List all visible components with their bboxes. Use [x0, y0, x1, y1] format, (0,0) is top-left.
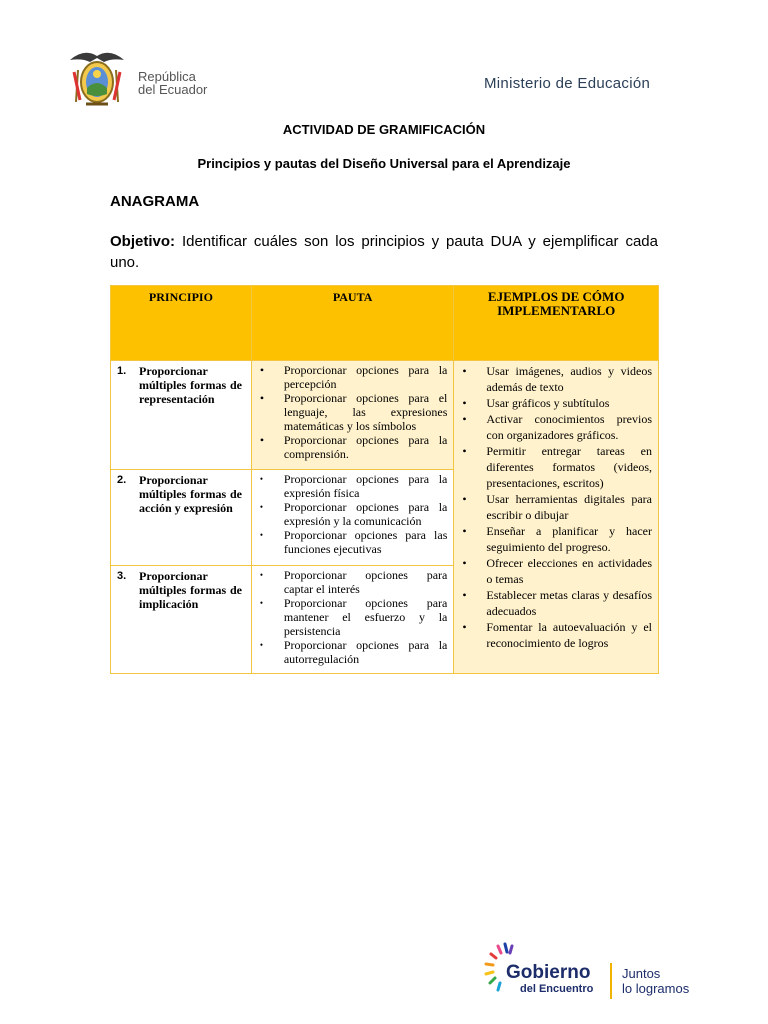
- ejemplo-item: • Usar herramientas digitales para escribir o dibujar: [458, 491, 652, 523]
- republica-del-ecuador-text: [138, 70, 207, 96]
- footer-divider: [610, 963, 612, 999]
- del-ecuador-line: del Ecuador: [138, 82, 208, 97]
- header-principio: PRINCIPIO: [111, 286, 252, 361]
- ejemplo-item: • Activar conocimientos previos con organizadores gráficos.: [458, 411, 652, 443]
- ejemplo-item: • Fomentar la autoevaluación y el reconocimiento de logros: [458, 619, 652, 651]
- principio-text: Proporcionar múltiples formas de implicación: [139, 569, 242, 611]
- row-number: 1.: [117, 365, 127, 377]
- ejemplo-item: • Permitir entregar tareas en diferentes formatos (videos, presentaciones, escritos): [458, 443, 652, 491]
- dua-table: [110, 285, 659, 674]
- pauta-item: • Proporcionar opciones para la comprensión.: [256, 433, 448, 461]
- ejemplos-cell: [454, 361, 659, 674]
- pauta-item: • Proporcionar opciones para la expresión y la comunicación: [256, 500, 448, 528]
- principio-cell: [111, 470, 252, 566]
- juntos-lo-logramos-text: [622, 966, 689, 996]
- header-pauta: PAUTA: [251, 286, 454, 361]
- pauta-cell: [251, 361, 454, 470]
- row-number: 2.: [117, 474, 127, 486]
- ejemplo-item: • Usar gráficos y subtítulos: [458, 395, 652, 411]
- pauta-item: • Proporcionar opciones para la percepción: [256, 363, 448, 391]
- table-row: [111, 361, 659, 470]
- pauta-item: • Proporcionar opciones para las funciones ejecutivas: [256, 528, 448, 556]
- ecuador-coat-of-arms-logo: [66, 46, 128, 110]
- table-header-row: [111, 286, 659, 361]
- pauta-item: • Proporcionar opciones para el lenguaje, las expresiones matemáticas y los símbolos: [256, 391, 448, 433]
- objetivo-label: Objetivo:: [110, 233, 176, 250]
- document-subtitle: Principios y pautas del Diseño Universal para el Aprendizaje: [197, 156, 571, 171]
- lo-logramos-line: lo logramos: [622, 981, 690, 996]
- objetivo-paragraph: [110, 231, 658, 273]
- pauta-cell: [251, 470, 454, 566]
- principio-text: Proporcionar múltiples formas de acción y expresión: [139, 473, 242, 515]
- pauta-item: • Proporcionar opciones para mantener el esfuerzo y la persistencia: [256, 596, 448, 638]
- juntos-line: Juntos: [622, 966, 661, 981]
- pauta-item: • Proporcionar opciones para captar el interés: [256, 568, 448, 596]
- ejemplo-item: • Ofrecer elecciones en actividades o temas: [458, 555, 652, 587]
- ejemplo-item: • Enseñar a planificar y hacer seguimiento del progreso.: [458, 523, 652, 555]
- principio-cell: [111, 361, 252, 470]
- ejemplo-item: • Usar imágenes, audios y videos además de texto: [458, 363, 652, 395]
- republica-line: República: [138, 69, 196, 84]
- pauta-item: • Proporcionar opciones para la autorregulación: [256, 638, 448, 666]
- ejemplo-item: • Establecer metas claras y desafíos adecuados: [458, 587, 652, 619]
- del-encuentro-text: del Encuentro: [520, 983, 594, 995]
- pauta-cell: [251, 566, 454, 674]
- principio-text: Proporcionar múltiples formas de representación: [139, 364, 242, 406]
- gobierno-text: Gobierno: [506, 962, 591, 983]
- document-title: ACTIVIDAD DE GRAMIFICACIÓN: [282, 122, 486, 137]
- row-number: 3.: [117, 570, 127, 582]
- section-heading: ANAGRAMA: [110, 193, 200, 210]
- pauta-item: • Proporcionar opciones para la expresión física: [256, 472, 448, 500]
- header-ejemplos: EJEMPLOS DE CÓMO IMPLEMENTARLO: [454, 286, 659, 361]
- ministerio-de-educacion-text: Ministerio de Educación: [484, 75, 651, 92]
- objetivo-text: Identificar cuáles son los principios y pauta DUA y ejemplificar cada uno.: [110, 233, 658, 271]
- principio-cell: [111, 566, 252, 674]
